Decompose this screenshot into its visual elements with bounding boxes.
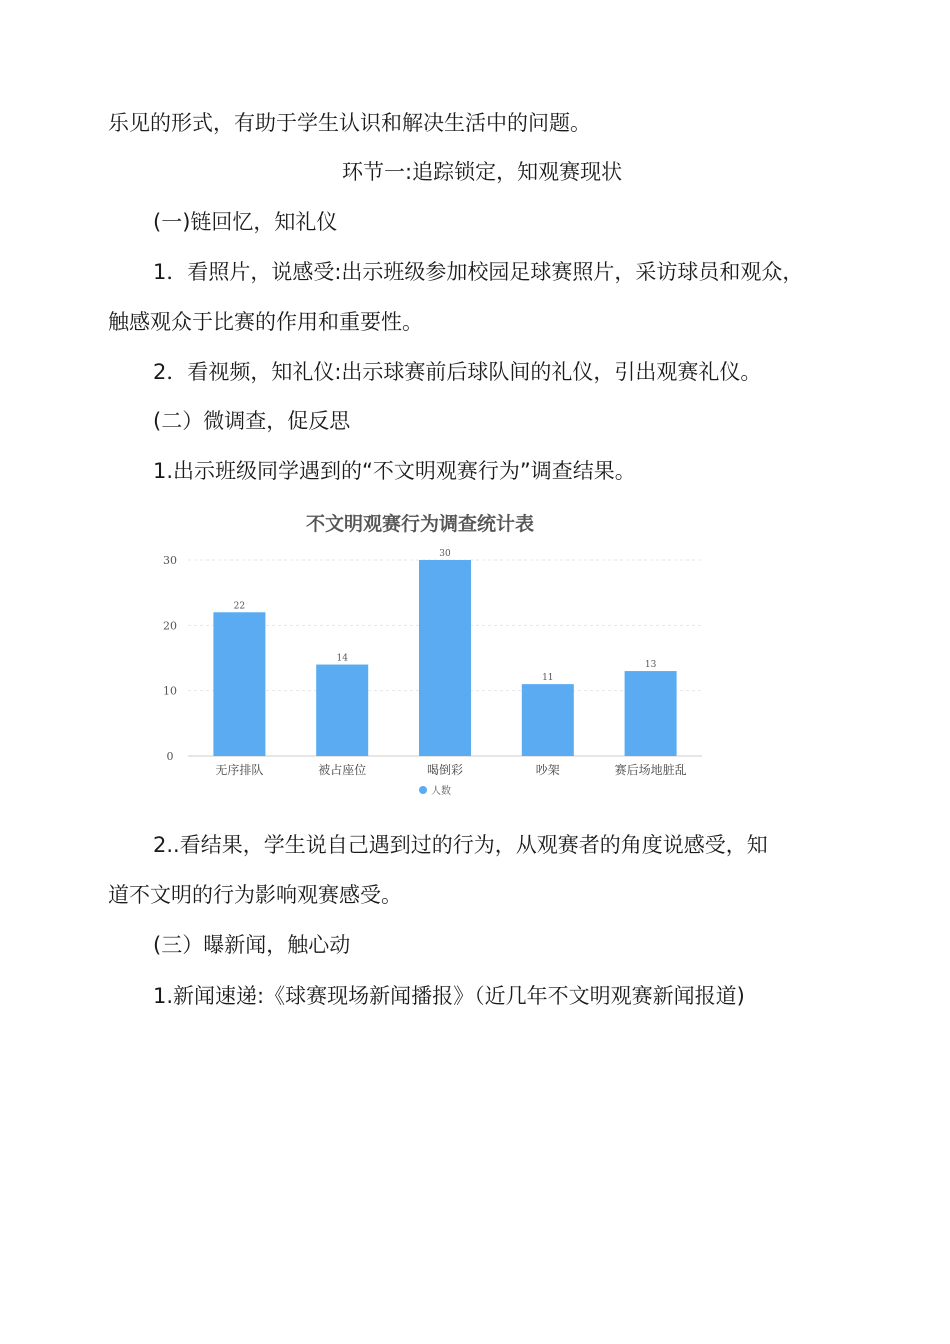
subheading-3: (三）曝新闻，触心动 xyxy=(153,933,351,957)
section-heading: 环节一:追踪锁定，知观赛现状 xyxy=(342,160,623,184)
y-tick-label: 20 xyxy=(163,619,177,633)
bar-chart xyxy=(140,500,720,810)
x-tick-label: 吵架 xyxy=(535,763,560,777)
bar xyxy=(419,560,471,756)
subheading-1: (一)链回忆，知礼仪 xyxy=(153,210,338,234)
bar-value-label: 30 xyxy=(439,549,451,559)
bar xyxy=(316,665,368,756)
paragraph-2b: 触感观众于比赛的作用和重要性。 xyxy=(108,310,423,334)
y-tick-label: 30 xyxy=(163,554,177,567)
y-tick-label: 10 xyxy=(163,684,177,698)
bar-value-label: 11 xyxy=(542,673,554,684)
bar xyxy=(213,612,265,756)
subheading-2: (二）微调查，促反思 xyxy=(153,409,351,433)
paragraph-2a: 1．看照片，说感受:出示班级参加校园足球赛照片，采访球员和观众， xyxy=(153,260,804,284)
bar-value-label: 13 xyxy=(644,660,657,671)
bar-value-label: 14 xyxy=(336,653,348,664)
y-tick-label: 0 xyxy=(166,750,174,763)
legend-marker xyxy=(419,786,427,794)
survey-chart xyxy=(140,500,720,810)
paragraph-6: 1.新闻速递:《球赛现场新闻播报》（近几年不文明观赛新闻报道) xyxy=(153,984,745,1008)
x-tick-label: 无序排队 xyxy=(215,763,264,777)
paragraph-1: 乐见的形式，有助于学生认识和解决生活中的问题。 xyxy=(108,111,591,135)
x-tick-label: 被占座位 xyxy=(318,763,367,777)
x-tick-label: 赛后场地脏乱 xyxy=(614,763,687,777)
bar xyxy=(625,671,677,756)
bar xyxy=(522,684,574,756)
paragraph-5b: 道不文明的行为影响观赛感受。 xyxy=(108,883,402,907)
paragraph-3: 2．看视频，知礼仪:出示球赛前后球队间的礼仪，引出观赛礼仪。 xyxy=(153,360,762,384)
chart-title: 不文明观赛行为调查统计表 xyxy=(305,513,535,535)
bar-value-label: 22 xyxy=(233,601,246,612)
legend-label: 人数 xyxy=(431,786,451,797)
x-tick-label: 喝倒彩 xyxy=(426,763,464,777)
paragraph-4: 1.出示班级同学遇到的“不文明观赛行为”调查结果。 xyxy=(153,459,636,483)
paragraph-5a: 2..看结果，学生说自己遇到过的行为，从观赛者的角度说感受，知 xyxy=(153,833,768,857)
